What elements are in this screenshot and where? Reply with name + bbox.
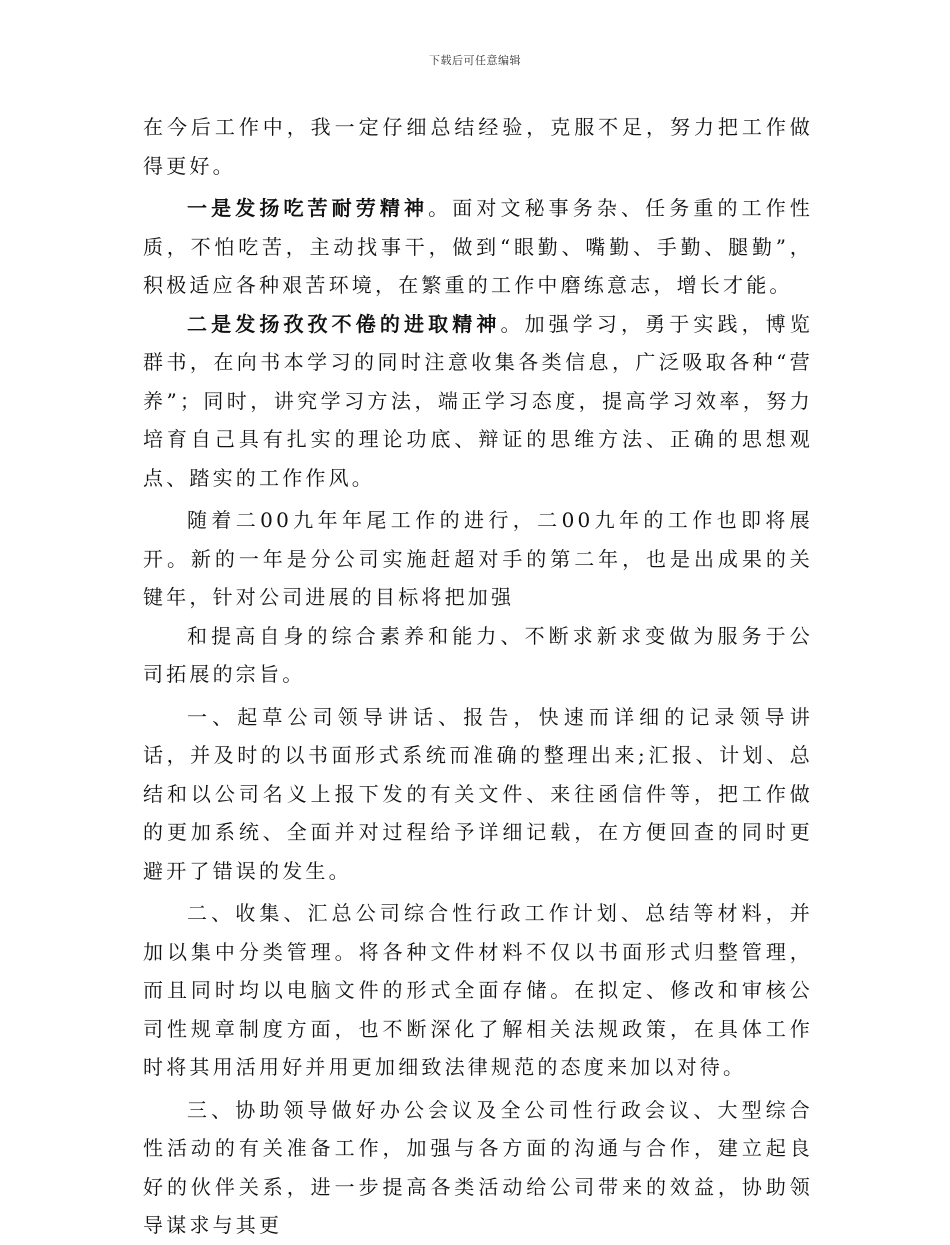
paragraph-closing-remark: 在今后工作中，我一定仔细总结经验，克服不足，努力把工作做得更好。 [143,115,813,178]
paragraph-text: 。加强学习，勇于实践，博览群书，在向书本学习的同时注意收集各类信息，广泛吸取各种“营养”；同时，讲究学习方法，端正学习态度，提高学习效率，努力培育自己具有扎实的理论功底、辩证的思维方法、正确的思想观点、踏实的工作作风。 [143,311,813,490]
paragraph-new-year-plan: 随着二00九年年尾工作的进行，二00九年的工作也即将展开。新的一年是分公司实施赶超对手的第二年，也是出成果的关键年，针对公司进展的目标将把加强 [143,508,813,609]
paragraph-item-one: 一、起草公司领导讲话、报告，快速而详细的记录领导讲话，并及时的以书面形式系统而准确的整理出来;汇报、计划、总结和以公司名义上报下发的有关文件、来往函信件等，把工作做的更加系统、全面并对过程给予详细记载，在方便回查的同时更避开了错误的发生。 [143,704,813,883]
paragraph-service-purpose: 和提高自身的综合素养和能力、不断求新求变做为服务于公司拓展的宗旨。 [143,623,813,686]
paragraph-heading: 一是发扬吃苦耐劳精神 [187,196,429,220]
paragraph-enterprising-spirit [143,305,813,498]
page-header: 下载后可任意编辑 [429,54,521,67]
paragraph-item-three: 三、协助领导做好办公会议及全公司性行政会议、大型综合性活动的有关准备工作，加强与各方面的沟通与合作，建立起良好的伙伴关系，进一步提高各类活动给公司带来的效益，协助领导谋求与其更 [143,1097,813,1237]
document-body [143,108,813,1245]
paragraph-item-two: 二、收集、汇总公司综合性行政工作计划、总结等材料，并加以集中分类管理。将各种文件材料不仅以书面形式归整管理，而且同时均以电脑文件的形式全面存储。在拟定、修改和审核公司性规章制度方面，也不断深化了解相关法规政策，在具体工作时将其用活用好并用更加细致法律规范的态度来加以对待。 [143,901,813,1079]
paragraph-hardworking-spirit [143,189,813,305]
paragraph-text: 。面对文秘事务杂、任务重的工作性质，不怕吃苦，主动找事干，做到“眼勤、嘴勤、手勤、腿勤”，积极适应各种艰苦环境，在繁重的工作中磨练意志，增长才能。 [143,196,814,297]
paragraph-heading: 二是发扬孜孜不倦的进取精神 [187,311,501,336]
